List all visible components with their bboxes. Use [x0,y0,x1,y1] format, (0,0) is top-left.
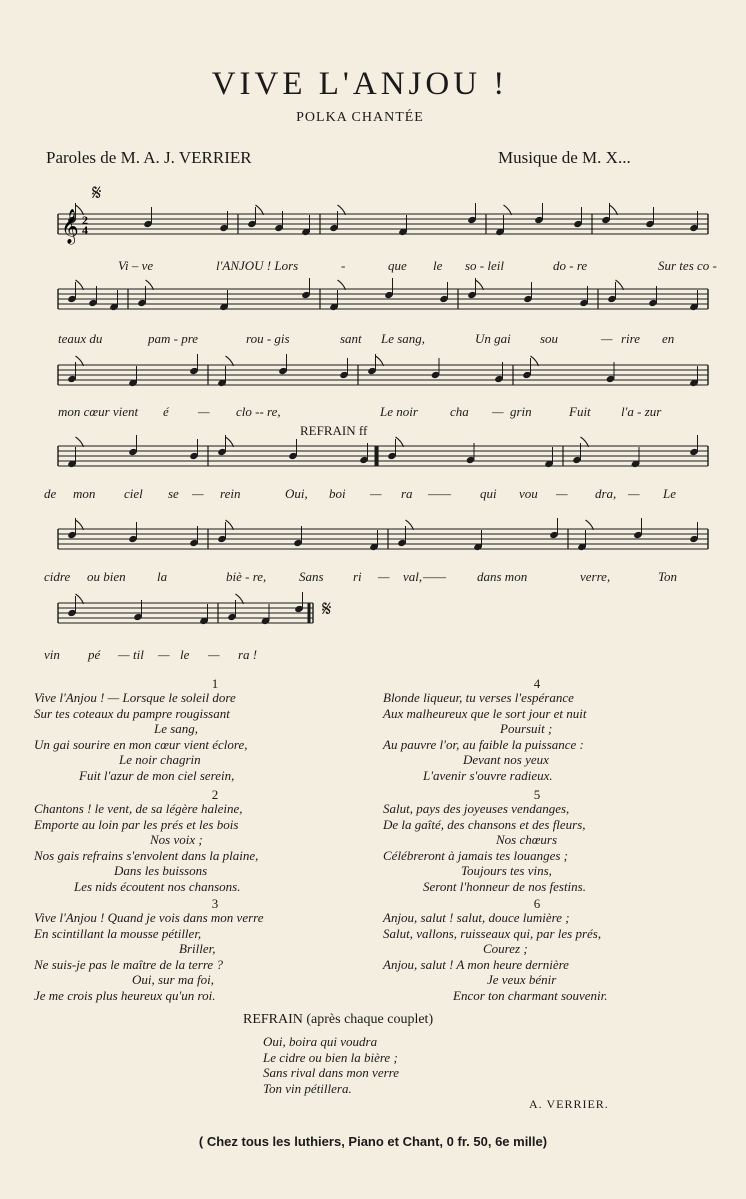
lyric-syllable: teaux du [58,331,103,346]
lyric-syllable: le [433,258,443,273]
lyric-syllable: —— [423,569,447,584]
segno-sign: 𝄋 [92,180,102,205]
publisher-footer: ( Chez tous les luthiers, Piano et Chant, 0 fr. 50, 6e mille) [198,1134,548,1149]
verse-line: Vive l'Anjou ! Quand je vois dans mon verre [34,910,264,925]
lyric-syllable: — [378,569,390,584]
lyric-syllable: — [158,647,170,662]
lyric-syllable: — [198,404,210,419]
lyric-syllable: — [492,404,504,419]
lyric-syllable: la [157,569,168,584]
verse-line: Célébreront à jamais tes louanges ; [383,847,568,863]
verse-line: Les nids écoutent nos chansons. [74,878,241,894]
music-staff [58,509,708,571]
lyric-syllable: de [44,486,57,501]
verse-line: Un gai sourire en mon cœur vient éclore, [34,736,248,752]
refrain-heading: REFRAIN (après chaque couplet) [243,1012,434,1027]
lyric-syllable: l'ANJOU ! Lors [216,258,299,273]
lyric-syllable: — [192,486,204,501]
lyric-syllable: dra, [595,486,617,501]
verse-line: Briller, [179,941,216,956]
lyric-syllable: til [133,647,144,662]
time-signature-bottom: 4 [82,223,88,237]
lyric-syllable: Ton [658,569,678,584]
lyric-syllable: rire [621,331,641,346]
verse-line: Salut, vallons, ruisseaux qui, par les prés, [383,925,602,941]
lyric-syllable: Sur tes co - [658,258,717,273]
lyric-syllable: cidre [44,569,71,584]
lyric-syllable: dans mon [477,569,528,584]
verse-number: 2 [211,787,219,802]
verse-line: Je me crois plus heureux qu'un roi. [34,987,216,1003]
lyric-syllable: —— [428,486,452,501]
verse-line: Vive l'Anjou ! — Lorsque le soleil dore [34,690,236,705]
lyric-syllable: — [370,486,382,501]
lyric-syllable: ra [401,486,413,501]
lyricist-credit: Paroles de M. A. J. VERRIER [46,148,252,167]
lyric-syllable: rou - gis [246,331,290,346]
lyric-syllable: Sans [299,569,324,584]
lyric-syllable: so - leil [465,258,504,273]
lyric-syllable: ciel [124,486,143,501]
segno-sign: 𝄋 [322,596,332,621]
verse-line: Encor ton charmant souvenir. [453,987,608,1003]
lyric-syllable: Le noir [380,404,418,419]
lyric-syllable: vin [44,647,60,662]
lyric-syllable: verre, [580,569,611,584]
lyric-syllable: ri [353,569,362,584]
lyric-syllable: rein [220,486,241,501]
lyric-syllable: clo -- re, [236,404,281,419]
music-staff [58,269,708,331]
verse-line: Anjou, salut ! A mon heure dernière [383,956,569,972]
lyric-syllable: le [180,647,190,662]
verse-line: Nos chœurs [496,832,558,847]
verse-number: 4 [533,676,541,691]
refrain-label: REFRAIN ff [300,423,368,438]
lyric-syllable: que [388,258,407,273]
verse-line: Fuit l'azur de mon ciel serein, [79,767,235,783]
verse-line: Le noir chagrin [119,752,201,767]
lyric-syllable: Le sang, [381,331,426,346]
lyric-syllable: ou bien [87,569,126,584]
verse-line: Salut, pays des joyeuses vendanges, [383,801,570,816]
lyric-syllable: Fuit [569,404,591,419]
verse-line: Seront l'honneur de nos festins. [423,878,586,894]
lyric-syllable: é [163,404,169,419]
verse-line: L'avenir s'ouvre radieux. [423,767,553,783]
lyric-syllable: se [168,486,179,501]
verse-line: Chantons ! le vent, de sa légère haleine, [34,801,243,816]
refrain-line: Oui, boira qui voudra [263,1034,378,1049]
lyric-syllable: biè - re, [226,569,267,584]
verse-line: Aux malheureux que le sort jour et nuit [383,705,587,721]
verse-line: Je veux bénir [487,972,557,987]
music-staff [58,583,708,645]
verse-line: Au pauvre l'or, au faible la puissance : [383,736,584,752]
lyric-syllable: Oui, [285,486,308,501]
time-signature-top: 2 [82,213,88,227]
verse-line: Nos voix ; [150,832,203,847]
verse-line: Blonde liqueur, tu verses l'espérance [383,690,574,705]
lyric-syllable: — [208,647,220,662]
verse-number: 3 [211,896,219,911]
verse-line: Nos gais refrains s'envolent dans la plaine, [34,847,259,863]
song-subtitle: POLKA CHANTÉE [296,110,424,125]
music-staff [58,345,708,407]
verse-line: Toujours tes vins, [461,863,552,878]
verse-number: 1 [211,676,219,691]
music-staff [58,194,708,256]
lyric-syllable: vou [519,486,538,501]
verse-number: 5 [533,787,541,802]
refrain-line: Le cidre ou bien la bière ; [263,1049,398,1065]
refrain-line: Sans rival dans mon verre [263,1065,400,1080]
verse-line: Courez ; [483,941,528,956]
lyric-syllable: pam - pre [148,331,199,346]
lyric-syllable: — [601,331,613,346]
verse-line: Le sang, [154,721,199,736]
lyric-syllable: do - re [553,258,588,273]
lyric-syllable: boi [329,486,346,501]
verse-line: Anjou, salut ! salut, douce lumière ; [383,910,570,925]
verse-line: Dans les buissons [114,863,208,878]
verse-line: Sur tes coteaux du pampre rougissant [34,705,230,721]
author-signature: A. VERRIER. [529,1097,609,1111]
lyric-syllable: sou [540,331,559,346]
song-title: VIVE L'ANJOU ! [211,66,509,102]
verse-line: Ne suis-je pas le maître de la terre ? [34,956,223,972]
lyric-syllable: sant [340,331,362,346]
refrain-line: Ton vin pétillera. [263,1080,352,1096]
lyric-syllable: — [628,486,640,501]
music-staff [58,426,708,488]
lyric-syllable: qui [480,486,497,501]
lyric-syllable: Un gai [475,331,511,346]
treble-clef: 𝄞 [61,209,79,244]
verse-line: Emporte au loin par les prés et les bois [34,816,239,832]
verse-line: Poursuit ; [500,721,553,736]
lyric-syllable: — [118,647,130,662]
lyric-syllable: cha [450,404,469,419]
lyric-syllable: — [556,486,568,501]
lyric-syllable: mon cœur vient [58,404,139,419]
verse-line: Devant nos yeux [463,752,549,767]
lyric-syllable: pé [88,647,101,662]
lyric-syllable: mon [73,486,96,501]
lyric-syllable: Le [663,486,676,501]
lyric-syllable: l'a - zur [621,404,662,419]
verse-line: Oui, sur ma foi, [132,972,214,987]
lyric-syllable: en [662,331,675,346]
lyric-syllable: - [341,258,346,273]
verse-line: De la gaîté, des chansons et des fleurs, [383,816,586,832]
lyric-syllable: ra ! [238,647,258,662]
lyric-syllable: Vi – ve [118,258,154,273]
lyric-syllable: val, [403,569,423,584]
composer-credit: Musique de M. X... [498,148,631,167]
lyric-syllable: grin [510,404,532,419]
verse-number: 6 [533,896,541,911]
verse-line: En scintillant la mousse pétiller, [34,925,202,941]
